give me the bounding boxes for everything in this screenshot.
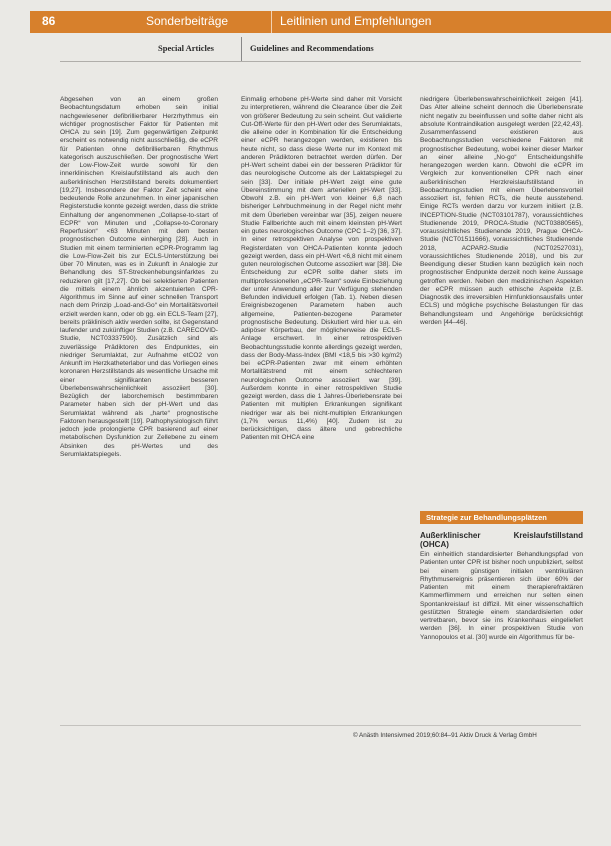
- column-2-text: Einmalig erhobene pH-Werte sind daher mit Vorsicht zu interpretieren, während die Clearance über die Zeit von größerer Bedeutung zu sein scheint. Gut validierte Cut-Off-Werte für den pH-Wert oder des Serumlaktats, die alleine oder in Kombination für die Entscheidung einer eCPR herangezogen werden, existieren bis heute nicht, so dass diese Werte nur im Kontext mit anderen Prädiktoren betrachtet werden dürfen. Der pH-Wert scheint dabei ein der besseren Prädiktor für das neurologische Outcome als der Laktatspiegel zu sein [33]. Der initiale pH-Wert zeigt eine gute Übereinstimmung mit dem arteriellen pH-Wert [33]. Obwohl z.B. ein pH-Wert von kleiner 6,8 nach bisheriger Lehrbuchmeinung in der Regel nicht mehr mit dem Überleben vereinbar war [35], zeigen neuere Studie Fallberichte auch mit einem kleinsten pH-Wert ein gutes neurologisches Outcome (CPC 1–2) [36, 37]. In einer retrospektiven Analyse von prospektiven Registerdaten von OHCA-Patienten konnte jedoch gezeigt werden, dass ein pH-Wert <6,8 nicht mit einem guten neurologischen Outcome assoziiert war [38]. Die Entscheidung zur eCPR sollte daher stets im multiprofessionellen „eCPR-Team“ sowie Einbeziehung der unter Anwendung aller zur Verfügung stehenden Befunden individuell erfolgen (Tab. 1). Neben diesen Ereignisbezogenen Parametern haben auch allgemeine, Patienten-bezogene Parameter prognostische Bedeutung. Diskutiert wird hier u.a. ein adipöser Körperbau, der möglicherweise die ECLS-Anlage erschwert. In einer retrospektiven Beobachtungsstudie konnte allerdings gezeigt werden, dass der Body-Mass-Index (BMI <18,5 bis >30 kg/m2) bei eCPR-Patienten zwar mit einem erhöhten Mortalitätstrend mit einem schlechteren neurologischen Outcome assoziiert war [39]. Außerdem konnte in einer retrospektiven Studie gezeigt werden, dass die 1 Jahres-Überlebensrate bei Patienten mit multiplen Erkrankungen signifikant niedriger war als bei nicht-multiplen Erkrankungen (1,7% versus 11,4%) [40]. Zudem ist zu berücksichtigen, dass ältere und gebrechliche Patienten mit OHCA eine: [241, 96, 402, 442]
- text-column-3-lower: [420, 531, 583, 642]
- header-bar: [30, 11, 611, 33]
- header-rule: [60, 61, 581, 62]
- text-column-2: [241, 96, 402, 443]
- page-number: 86: [42, 14, 56, 28]
- subsection-title: Leitlinien und Empfehlungen: [280, 14, 432, 28]
- footer-citation: © Anästh Intensivmed 2019;60:84–91 Aktiv Druck & Verlag GmbH: [353, 732, 537, 739]
- section-title: Sonderbeiträge: [146, 14, 229, 28]
- subtitle-left: Special Articles: [158, 43, 214, 53]
- subheading: Außerklinischer Kreislaufstillstand (OHCA): [420, 531, 583, 549]
- subtitle-right: Guidelines and Recommendations: [250, 43, 374, 53]
- footer-rule: [60, 725, 581, 726]
- text-column-3: [420, 96, 583, 327]
- header-divider: [271, 11, 272, 33]
- subtitle-divider: [241, 37, 242, 62]
- section-box-title: Strategie zur Behandlungsplätzen: [426, 513, 547, 522]
- column-3-text: niedrigere Überlebenswahrscheinlichkeit zeigen [41]. Das Alter alleine scheint dennoch die Überlebensrate nicht negativ zu beeinflussen und sollte daher nicht als absolute Kontraindikation ausgelegt werden [22,42,43]. Zusammenfassend existieren aus Beobachtungsstudien verschiedene Faktoren mit prognostischer Bedeutung, wobei keiner dieser Marker an einer alleine „No-go“ Entscheidungshilfe herangezogen werden kann. Obwohl die eCPR im Vergleich zur konventionellen CPR nach einer außerklinischen Herzkreislaufstillstand in Beobachtungsstudien mit einem Überlebensvorteil assoziiert ist, fehlen RCTs, die heute ausstehend. Einige RCTs werden darzu vor kurzem initiiert (z.B. INCEPTION-Studie (NCT03101787), voraussichtliches Studienende 2019, PROCA-Studie (NCT03880565), voraussichtliches Studienende 2019, Prague OHCA-Studie (NCT01511666), voraussichtliches Studienende 2018, ACPAR2-Studie (NCT02527031), voraussichtliches Studienende 2018), und bis zur Beendigung dieser Studien kann bezüglich kein noch prognostischer Endpunkte derzeit noch keine Aussage getroffen werden. Neben den medizinischen Aspekten der eCPR müssen auch ethische Aspekte (z.B. Diagnostik des irreversiblen Hirnfunktionsausfalls unter ECLS) und mögliche psychische Belastungen für das Behandlungsteam und Angehörige berücksichtigt werden [44–46].: [420, 96, 583, 326]
- column-1-text: Abgesehen von an einem großen Beobachtungsdatum erhoben sein initial nachgewiesener defibrillierbarer Herzrhythmus ein wichtiger prognostischer Faktor für Patienten mit OHCA zu sein [19]. Zum gegenwärtigen Zeitpunkt erscheint es notwendig nicht ausschließlig, die eCPR für Patienten ohne defibrillierbaren Rhythmus kategorisch auszuschließen. Der prognostische Wert der Low-Flow-Zeit wurde sowohl für den innerklinischen Kreislaufstillstand als auch den außerklinischen Herzstillstand bereits dokumentiert [19,27]. Insbesondere der Faktor Zeit scheint eine bedeutende Rolle anzunehmen. In einer japanischen Registerstudie konnte gezeigt werden, dass die strikte Einhaltung der angenommenen „Collapse-to-start of ECPR“ von Minuten und „Collapse-to-Coronary Reperfusion“ <63 Minuten mit dem besten prognostischen Outcome einherging [28]. Auch in Studien mit einem terminierten eCPR-Programm lag die Low-Flow-Zeit bis zur ECLS-Unterstützung bei über 70 Minuten, was es in Zukunft in Analogie zur Behandlung des ST-Streckenhebungsinfarktes zu reduzieren gilt [17,27]. Ob bei selektierten Patienten die mittels einem ähnlich akzentuierten CPR-Algorithmus im Sinne auf einer schnellen Transport nach dem Prinzip „Load-and-Go“ ein Mortalitätsvorteil erzielt werden kann, oder ob gg. ein ECLS-Team [27], bereits präklinisch aktiv werden sollte, ist Gegenstand laufender und zukünftiger Studien (z.B. CARECOVID-Studie, NCT03337590). Zusätzlich sind als zuverlässige Prädiktoren des Endpunktes, ein niedriger Serumlaktat, zur Aufnahme etCO2 von Ankunft im Herzkatheterlabor und das Vorliegen eines koronaren Herzstillstands als wesentliche Ursache mit einer signifikanten besseren Überlebenswahrscheinlichkeit assoziiert [30]. Bezüglich der laborchemisch bestimmbaren Parameter haben sich der pH-Wert und das Serumlaktat während als „harte“ prognostische Faktoren herausgestellt [19]. Pathophysiologisch führt jedoch jede prolongierte CPR basierend auf einer metabolischen Dysfunktion zur Zellebene zu einem Absinken des pH-Wertes und des Serumlaktatspiegels.: [60, 96, 218, 458]
- section-box-heading: [420, 511, 583, 524]
- column-3-lower-text: Ein einheitlich standardisierter Behandlungspfad von Patienten unter CPR ist bisher noch unpubliziert, selbst bei einem günstigen initialen ventrikulären Rhythmusereignis präsentieren sich über 60% der Patienten mit einem therapierefraktären Kammerflimmern und erreichen nur selten einen Spontankreislauf ist diffizil. Mit einer wissenschaftlich gestützten Strategie einem standardisierten oder vertretbaren, bevor sie ins Krankenhaus eingeliefert werden [36]. In einer prospektiven Studie von Yannopoulos et al. [30] wurde ein Algorithmus für be-: [420, 551, 583, 641]
- text-column-1: [60, 96, 218, 459]
